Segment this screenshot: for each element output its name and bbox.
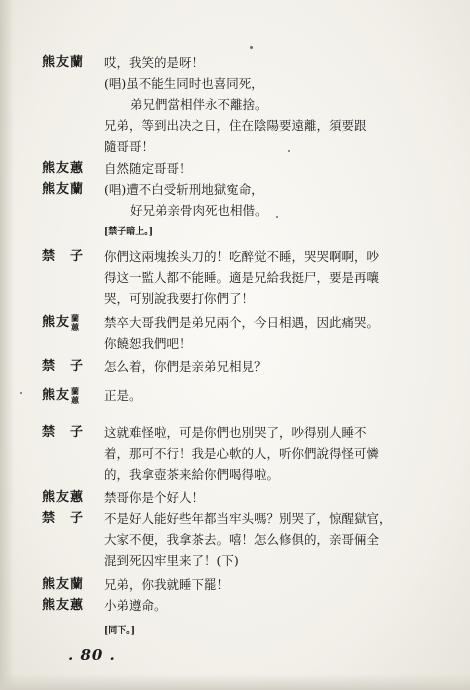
speaker-name: 熊友蕙 — [42, 490, 85, 505]
dialogue-line: 这就难怪啦，可是你們也別哭了，吵得别人睡不 — [104, 425, 367, 440]
dialogue-line: 怎么着，你們是亲弟兄相見？ — [104, 359, 267, 374]
ink-speck — [288, 150, 290, 152]
speaker-name: 熊友蘭 — [42, 55, 85, 70]
speaker-name: 熊友蕙 — [42, 598, 85, 613]
dialogue-line: 好兄弟亲骨肉死也相偕。 — [130, 203, 268, 218]
ink-speck — [276, 216, 278, 218]
dialogue-line: 禁哥你是个好人！ — [104, 490, 205, 505]
speaker-name: 禁 子 — [42, 249, 85, 264]
ink-speck — [250, 46, 253, 49]
speaker-name-stack-char: 蘭 — [71, 385, 81, 396]
dialogue-line: 小弟遵命。 — [104, 598, 167, 613]
speaker-name-main: 熊友 — [42, 388, 71, 403]
dialogue-line: 弟兄們當相伴永不離捨。 — [130, 97, 268, 112]
dialogue-line: 兄弟，等到出决之日，住在陰陽要遠離，須要跟 — [104, 118, 367, 133]
speaker-name-stack — [71, 387, 80, 405]
scan-shadow-left — [0, 0, 14, 690]
dialogue-line: 哭，可别說我要打你們了！ — [104, 291, 255, 306]
speaker-name: 熊友蘭 — [42, 577, 85, 592]
page-number: . 80 . — [68, 646, 116, 664]
dialogue-line: 的，我拿壺茶来給你們喝得啦。 — [104, 467, 280, 482]
stage-direction: [禁子暗上。] — [104, 227, 154, 237]
dialogue-line: (唱)虽不能生同时也喜同死， — [104, 76, 264, 91]
dialogue-line: 自然随定哥哥！ — [104, 161, 192, 176]
speaker-name-stack-char: 蕙 — [71, 321, 81, 332]
speaker-name: 熊友蘭 — [42, 182, 85, 197]
page-number-value: 80 — [80, 646, 104, 664]
dialogue-line: 隨哥哥！ — [104, 139, 155, 154]
speaker-name: 禁 子 — [42, 511, 85, 526]
speaker-name: 禁 子 — [42, 425, 85, 440]
scan-shadow-bottom — [0, 674, 470, 690]
dialogue-line: 得这一監人都不能睡。適是兄給我挺尸，要是再嚷 — [104, 270, 380, 285]
dialogue-line: 大家不便，我拿茶去。嘻！怎么修俱的，亲哥倆全 — [104, 532, 380, 547]
speaker-name-stack-char: 蕙 — [71, 394, 81, 405]
stage-direction: [同下。] — [104, 626, 136, 636]
dialogue-line: 不是好人能好些年都当牢头嗎？別哭了，惊醒獄官， — [104, 511, 392, 526]
dialogue-line: 混到死囚牢里来了！(下) — [104, 553, 239, 568]
dialogue-line: 哎，我笑的是呀！ — [104, 55, 205, 70]
dialogue-line: (唱)遭不白受斩刑地獄寃命， — [104, 182, 264, 197]
dialogue-line: 兄弟，你我就睡下罷！ — [104, 577, 230, 592]
speaker-name-stack-char: 蘭 — [71, 312, 81, 323]
dialogue-line: 你饒恕我們吧！ — [104, 336, 192, 351]
speaker-name: 熊友蕙 — [42, 161, 85, 176]
dialogue-line: 你們这兩塊挨头刀的！吃醉觉不睡，哭哭啊啊，吵 — [104, 249, 380, 264]
speaker-name-stack — [71, 314, 80, 332]
speaker-name — [42, 385, 104, 406]
ink-speck — [20, 392, 22, 394]
dialogue-line: 着，那可不行！我是心軟的人，听你們說得怪可憐 — [104, 446, 380, 461]
speaker-name-main: 熊友 — [42, 315, 71, 330]
speaker-name — [42, 312, 104, 333]
dialogue-line: 正是。 — [104, 388, 142, 403]
speaker-name: 禁 子 — [42, 359, 85, 374]
dialogue-line: 禁卒大哥我們是弟兄兩个，今日相遇，因此痛哭。 — [104, 315, 380, 330]
